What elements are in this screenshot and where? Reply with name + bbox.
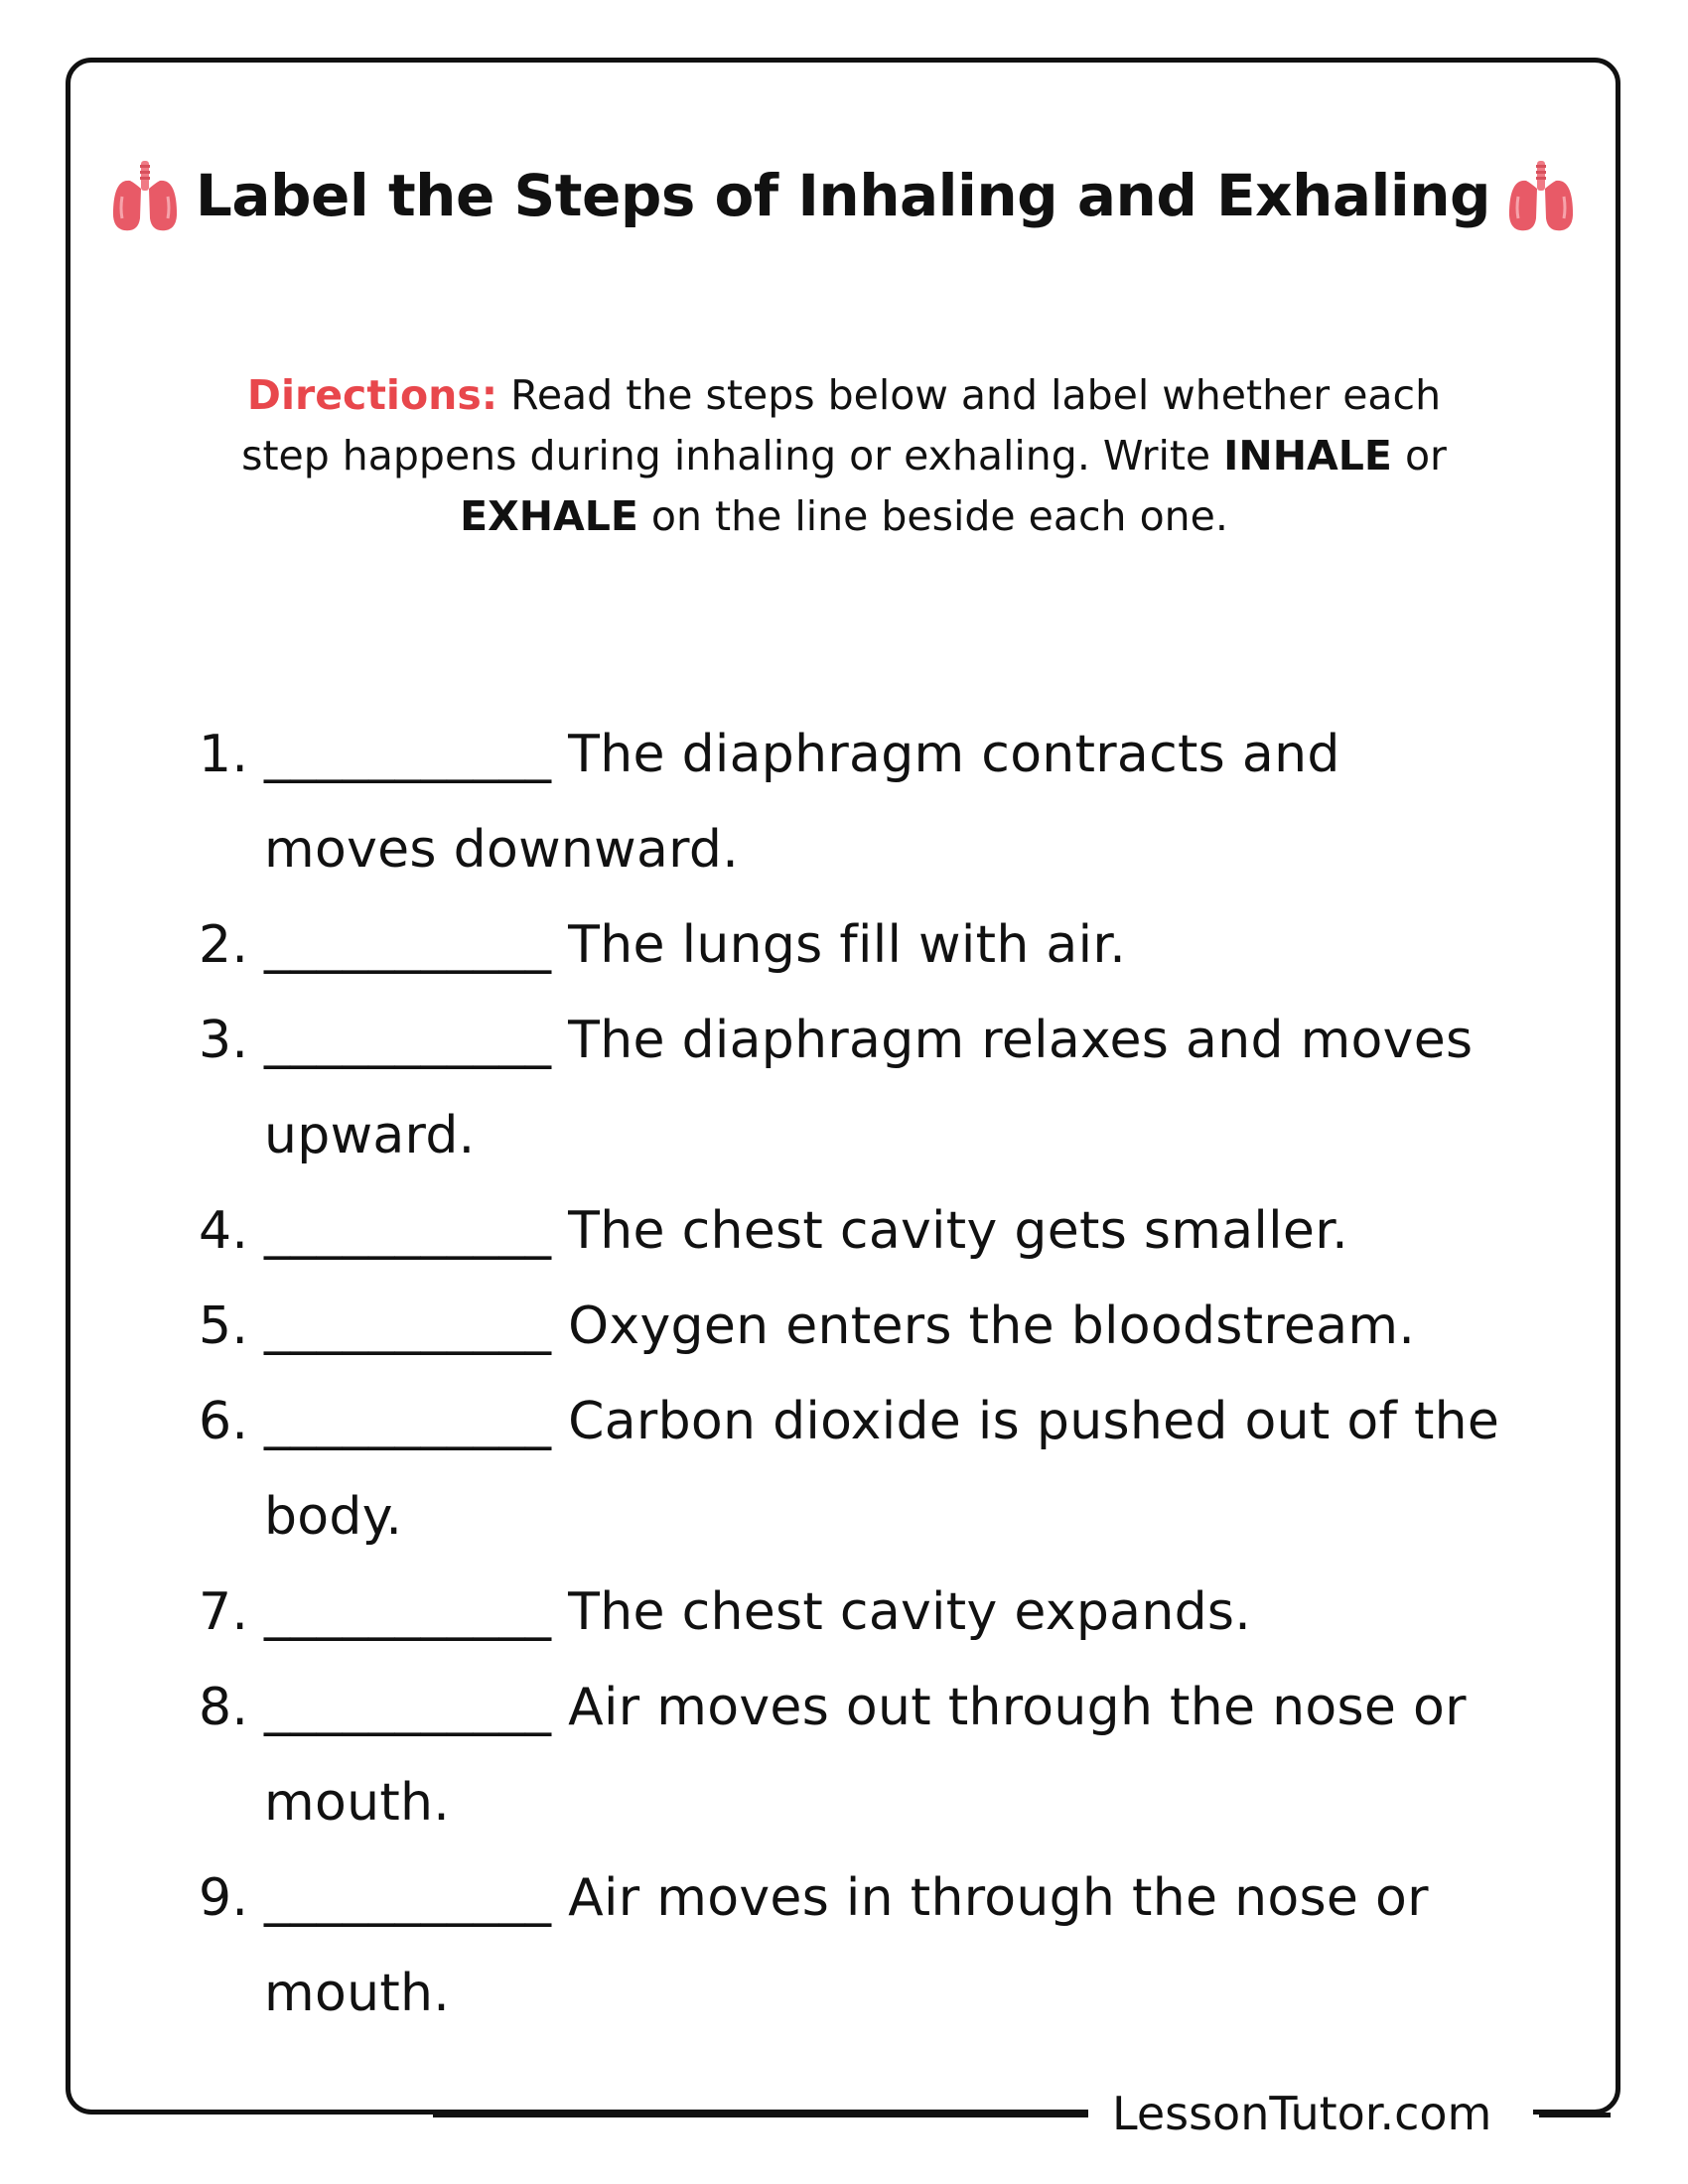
step-text: The chest cavity expands.	[551, 1582, 1252, 1642]
step-item	[199, 1660, 1529, 1850]
answer-blank[interactable]: ___________	[264, 1011, 552, 1070]
answer-blank[interactable]: ___________	[264, 1201, 552, 1261]
step-number: 3.	[199, 1011, 249, 1070]
step-text: The diaphragm relaxes and moves upward.	[264, 1011, 1474, 1165]
step-text: Carbon dioxide is pushed out of the body.	[264, 1392, 1500, 1547]
step-text: Oxygen enters the bloodstream.	[551, 1297, 1416, 1356]
step-text: The diaphragm contracts and moves downward.	[264, 725, 1340, 880]
step-item	[199, 1183, 1529, 1279]
step-number: 4.	[199, 1201, 249, 1261]
step-item	[199, 1374, 1529, 1565]
directions-text: on the line beside each one.	[637, 492, 1228, 540]
step-number: 8.	[199, 1678, 249, 1737]
step-text: The chest cavity gets smaller.	[551, 1201, 1348, 1261]
footer-brand: LessonTutor.com	[1112, 2087, 1492, 2140]
lungs-icon	[110, 159, 180, 232]
step-number: 9.	[199, 1868, 249, 1928]
step-number: 6.	[199, 1392, 249, 1451]
step-number: 5.	[199, 1297, 249, 1356]
step-item	[199, 897, 1529, 993]
step-item	[199, 1565, 1529, 1660]
step-item	[199, 1279, 1529, 1374]
answer-blank[interactable]: ___________	[264, 725, 552, 784]
page-title: Label the Steps of Inhaling and Exhaling	[195, 162, 1491, 229]
inhale-keyword: INHALE	[1223, 432, 1392, 479]
answer-blank[interactable]: ___________	[264, 915, 552, 975]
step-item	[199, 1850, 1529, 2041]
answer-blank[interactable]: ___________	[264, 1297, 552, 1356]
step-number: 2.	[199, 915, 249, 975]
step-item	[199, 993, 1529, 1183]
steps-list	[199, 707, 1529, 2041]
directions-text: or	[1391, 432, 1447, 479]
directions-text: Read the steps below and label whether each step happens during inhaling or exhaling. Write	[241, 371, 1442, 479]
directions-label: Directions:	[246, 371, 498, 419]
title-row	[66, 159, 1620, 232]
answer-blank[interactable]: ___________	[264, 1678, 552, 1737]
footer-divider	[1539, 2113, 1611, 2117]
answer-blank[interactable]: ___________	[264, 1392, 552, 1451]
step-text: Air moves out through the nose or mouth.	[264, 1678, 1467, 1833]
directions-paragraph	[209, 365, 1479, 547]
exhale-keyword: EXHALE	[460, 492, 638, 540]
lungs-icon	[1506, 159, 1576, 232]
step-number: 7.	[199, 1582, 249, 1642]
answer-blank[interactable]: ___________	[264, 1868, 552, 1928]
step-text: Air moves in through the nose or mouth.	[264, 1868, 1429, 2023]
step-text: The lungs fill with air.	[551, 915, 1127, 975]
footer	[66, 2083, 1620, 2146]
step-number: 1.	[199, 725, 249, 784]
footer-divider	[433, 2113, 1088, 2117]
step-item	[199, 707, 1529, 897]
answer-blank[interactable]: ___________	[264, 1582, 552, 1642]
